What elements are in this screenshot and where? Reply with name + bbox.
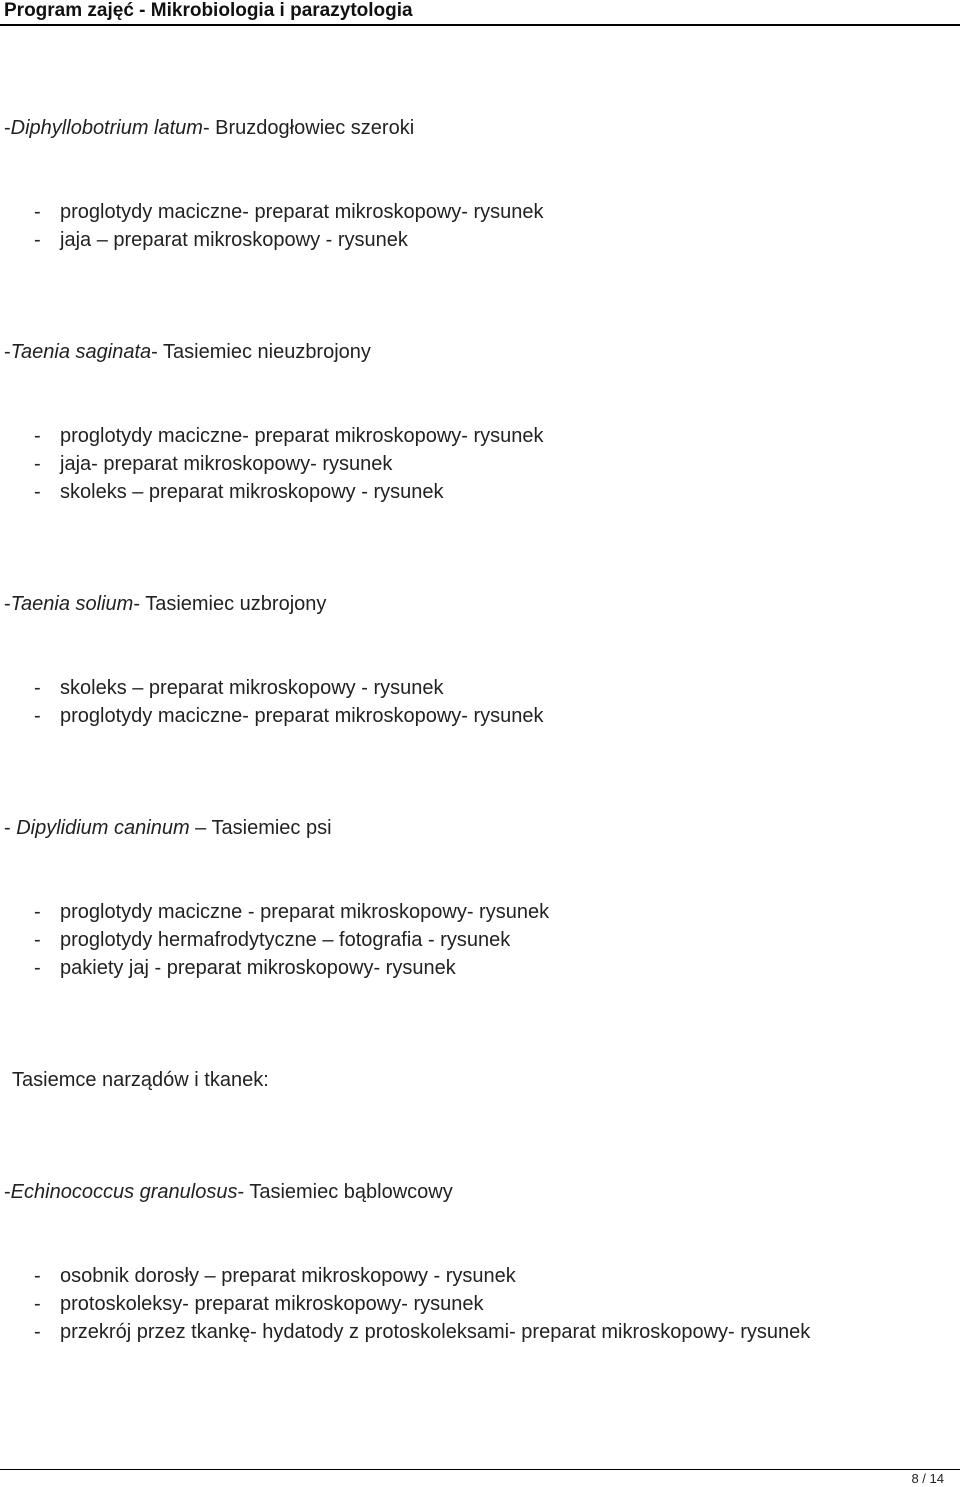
list-item [34,1292,484,1316]
bullet-dash: - [34,1265,41,1287]
list-item [34,928,510,952]
species-heading-dipylidium-caninum [4,816,332,840]
list-item-text: skoleks – preparat mikroskopowy - rysunek [60,481,444,503]
species-name: Taenia solium [10,593,134,615]
heading-prefix: - [4,817,17,839]
page-number: 8 / 14 [911,1471,944,1486]
header-divider [0,24,960,26]
bullet-dash: - [34,425,41,447]
list-item [34,480,443,504]
bullet-dash: - [34,1293,41,1315]
list-item [34,956,456,980]
species-heading-diphyllobotrium [4,116,414,140]
list-item [34,228,408,252]
species-name: Taenia saginata [10,341,152,363]
bullet-dash: - [34,705,41,727]
list-item [34,424,544,448]
species-name: Diphyllobotrium latum [10,117,203,139]
list-item-text: przekrój przez tkankę- hydatody z protoskoleksami- preparat mikroskopowy- rysunek [60,1321,811,1343]
heading-prefix: - [4,1181,11,1203]
common-name: - Tasiemiec uzbrojony [133,593,327,615]
common-name: – Tasiemiec psi [189,817,332,839]
species-heading-taenia-saginata [4,340,371,364]
list-item-text: jaja – preparat mikroskopowy - rysunek [60,229,408,251]
section-subheading: Tasiemce narządów i tkanek: [12,1069,269,1091]
list-item [34,676,443,700]
list-item [34,1264,516,1288]
bullet-dash: - [34,481,41,503]
common-name: - Tasiemiec nieuzbrojony [151,341,371,363]
heading-prefix: - [4,341,11,363]
species-name: Dipylidium caninum [16,817,190,839]
list-item-text: proglotydy maciczne- preparat mikroskopowy- rysunek [60,201,544,223]
list-item [34,704,544,728]
list-item-text: proglotydy hermafrodytyczne – fotografia - rysunek [60,929,511,951]
list-item-text: proglotydy maciczne - preparat mikroskopowy- rysunek [60,901,550,923]
bullet-dash: - [34,229,41,251]
list-item [34,452,392,476]
bullet-dash: - [34,1321,41,1343]
heading-prefix: - [4,117,11,139]
species-name: Echinococcus granulosus [10,1181,238,1203]
list-item [34,900,549,924]
footer-divider [0,1469,960,1470]
bullet-dash: - [34,677,41,699]
bullet-dash: - [34,453,41,475]
list-item-text: osobnik dorosły – preparat mikroskopowy - rysunek [60,1265,516,1287]
list-item-text: skoleks – preparat mikroskopowy - rysunek [60,677,444,699]
list-item-text: protoskoleksy- preparat mikroskopowy- rysunek [60,1293,484,1315]
list-item [34,1320,810,1344]
common-name: - Tasiemiec bąblowcowy [237,1181,453,1203]
list-item-text: pakiety jaj - preparat mikroskopowy- rysunek [60,957,456,979]
bullet-dash: - [34,901,41,923]
bullet-dash: - [34,957,41,979]
heading-prefix: - [4,593,11,615]
list-item-text: proglotydy maciczne- preparat mikroskopowy- rysunek [60,425,544,447]
list-item [34,200,544,224]
list-item-text: proglotydy maciczne- preparat mikroskopowy- rysunek [60,705,544,727]
common-name: - Bruzdogłowiec szeroki [202,117,415,139]
species-heading-echinococcus-granulosus [4,1180,453,1204]
list-item-text: jaja- preparat mikroskopowy- rysunek [60,453,393,475]
page-header-title: Program zajęć - Mikrobiologia i parazytologia [4,0,413,21]
species-heading-taenia-solium [4,592,326,616]
bullet-dash: - [34,929,41,951]
bullet-dash: - [34,201,41,223]
